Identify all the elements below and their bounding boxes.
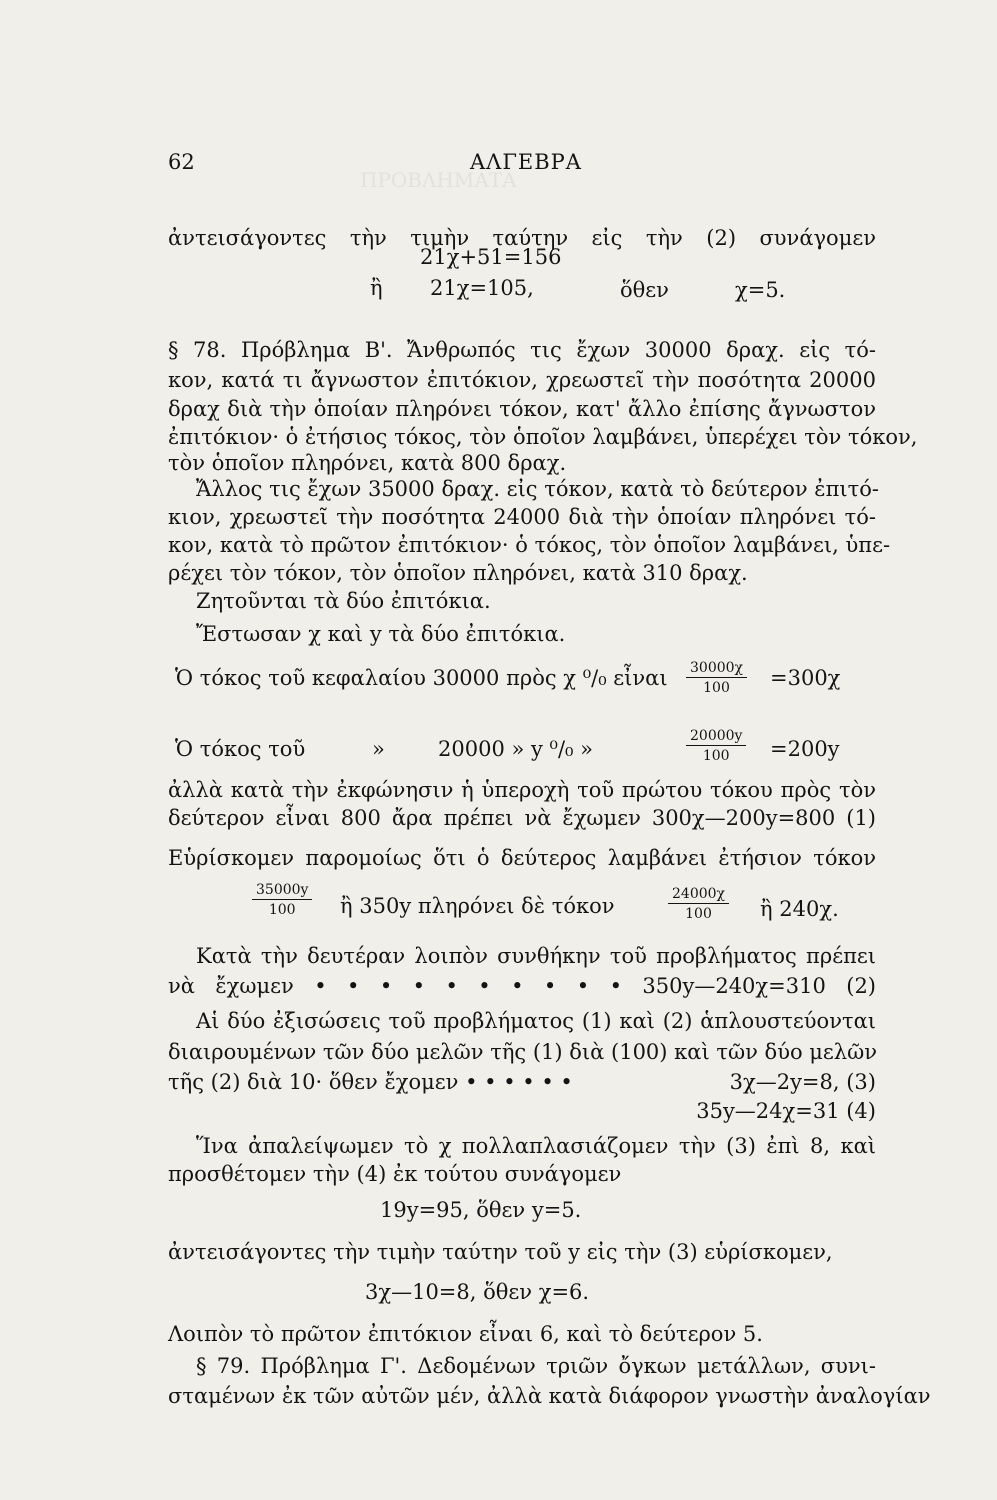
text-line: Ἔστωσαν χ καὶ y τὰ δύο ἐπιτόκια. — [196, 622, 566, 646]
equation: 21χ+51=156 — [420, 245, 562, 269]
equation: χ=5. — [735, 278, 786, 302]
fraction — [686, 728, 746, 764]
fraction-numerator: 20000y — [686, 728, 746, 746]
text-line: Ζητοῦνται τὰ δύο ἐπιτόκια. — [196, 589, 491, 613]
fraction-denominator: 100 — [685, 906, 712, 922]
text-line: τῆς (2) διὰ 10· ὅθεν ἔχομεν • • • • • • — [168, 1070, 573, 1094]
page-number: 62 — [168, 150, 195, 174]
fraction-numerator: 35000y — [252, 882, 312, 900]
text-line: ρέχει τὸν τόκον, τὸν ὁποῖον πληρόνει, κατὰ 310 δραχ. — [168, 561, 748, 585]
text-line: προσθέτομεν τὴν (4) ἐκ τούτου συνάγομεν — [168, 1162, 622, 1186]
text-line: δεύτερον εἶναι 800 ἄρα πρέπει νὰ ἔχωμεν 300χ—200y=800 (1) — [168, 806, 876, 830]
fraction — [686, 660, 747, 696]
text-line: δραχ διὰ τὴν ὁποίαν πληρόνει τόκον, κατ' ἄλλο ἐπίσης ἄγνωστον — [168, 397, 876, 421]
text-line: ἀλλὰ κατὰ τὴν ἐκφώνησιν ἡ ὑπεροχὴ τοῦ πρώτου τόκου πρὸς τὸν — [168, 778, 876, 802]
text-line: Ὁ τόκος τοῦ κεφαλαίου 30000 πρὸς χ ⁰/₀ εἶναι — [175, 666, 668, 690]
fraction-numerator: 24000χ — [668, 886, 729, 904]
fraction — [252, 882, 312, 918]
equation: 21χ=105, — [430, 276, 534, 300]
text-line: Αἱ δύο ἐξισώσεις τοῦ προβλήματος (1) καὶ (2) ἁπλουστεύονται — [196, 1009, 876, 1033]
equation: 3χ—10=8, ὅθεν χ=6. — [365, 1280, 590, 1304]
text-line: διαιρουμένων τῶν δύο μελῶν τῆς (1) διὰ (100) καὶ τῶν δύο μελῶν — [168, 1040, 878, 1064]
problem-78-heading: § 78. Πρόβλημα Β'. Ἄνθρωπός τις ἔχων 30000 δραχ. εἰς τό- — [168, 338, 876, 362]
text-line: ἀντεισάγοντες τὴν τιμὴν ταύτην τοῦ y εἰς τὴν (3) εὑρίσκομεν, — [168, 1240, 833, 1264]
text-line: Λοιπὸν τὸ πρῶτον ἐπιτόκιον εἶναι 6, καὶ τὸ δεύτερον 5. — [168, 1322, 763, 1346]
equation-connector: ὅθεν — [620, 278, 669, 302]
running-title: ΑΛΓΕΒΡΑ — [470, 150, 582, 174]
text-line: κον, κατὰ τὸ πρῶτον ἐπιτόκιον· ὁ τόκος, τὸν ὁποῖον λαμβάνει, ὑπε- — [168, 533, 891, 557]
equation: =300χ — [770, 666, 841, 690]
equation: =200y — [770, 737, 840, 761]
text-line: ἀντεισάγοντες τὴν τιμὴν ταύτην εἰς τὴν (2) συνάγομεν — [168, 226, 876, 250]
equation: 3χ—2y=8, (3) — [729, 1070, 876, 1094]
text-line: ἢ 350y πληρόνει δὲ τόκον — [340, 894, 615, 918]
problem-79-heading: § 79. Πρόβλημα Γ'. Δεδομένων τριῶν ὄγκων μετάλλων, συνι- — [196, 1354, 876, 1378]
text-line: Ἄλλος τις ἔχων 35000 δραχ. εἰς τόκον, κατὰ τὸ δεύτερον ἐπιτό- — [196, 477, 879, 501]
text-line: κον, κατά τι ἄγνωστον ἐπιτόκιον, χρεωστεῖ τὴν ποσότητα 20000 — [168, 368, 876, 392]
ditto-mark: » — [372, 737, 385, 761]
fraction-denominator: 100 — [268, 902, 296, 918]
text-line: κιον, χρεωστεῖ τὴν ποσότητα 24000 διὰ τὴν ὁποίαν πληρόνει τό- — [168, 505, 876, 529]
text-line: Ἵνα ἀπαλείψωμεν τὸ χ πολλαπλασιάζομεν τὴν (3) ἐπὶ 8, καὶ — [196, 1134, 876, 1158]
text-line: Κατὰ τὴν δευτέραν λοιπὸν συνθήκην τοῦ προβλήματος πρέπει — [196, 944, 876, 968]
equation: ἢ 240χ. — [760, 897, 839, 921]
fraction-numerator: 30000χ — [686, 660, 747, 678]
text-line: ἐπιτόκιον· ὁ ἐτήσιος τόκος, τὸν ὁποῖον λαμβάνει, ὑπερέχει τὸν τόκον, — [168, 425, 918, 449]
fraction-denominator: 100 — [703, 680, 730, 696]
fraction-denominator: 100 — [702, 748, 730, 764]
text-line: Εὑρίσκομεν παρομοίως ὅτι ὁ δεύτερος λαμβάνει ἐτήσιον τόκον — [168, 846, 876, 870]
equation: 19y=95, ὅθεν y=5. — [380, 1198, 582, 1222]
text-line: 20000 » y ⁰/₀ » — [438, 737, 593, 761]
equation-connector: ἢ — [370, 276, 383, 300]
bleed-through: ΠΡΟΒΛΗΜΑΤΑ — [360, 168, 517, 192]
text-line: τὸν ὁποῖον πληρόνει, κατὰ 800 δραχ. — [168, 451, 567, 475]
text-line: σταμένων ἐκ τῶν αὐτῶν μέν, ἀλλὰ κατὰ διάφορον γνωστὴν ἀναλογίαν — [168, 1384, 931, 1408]
fraction — [668, 886, 729, 922]
text-line: Ὁ τόκος τοῦ — [175, 737, 306, 761]
text-line: νὰ ἔχωμεν • • • • • • • • • • 350y—240χ=310 (2) — [168, 974, 876, 998]
equation: 35y—24χ=31 (4) — [696, 1099, 876, 1123]
